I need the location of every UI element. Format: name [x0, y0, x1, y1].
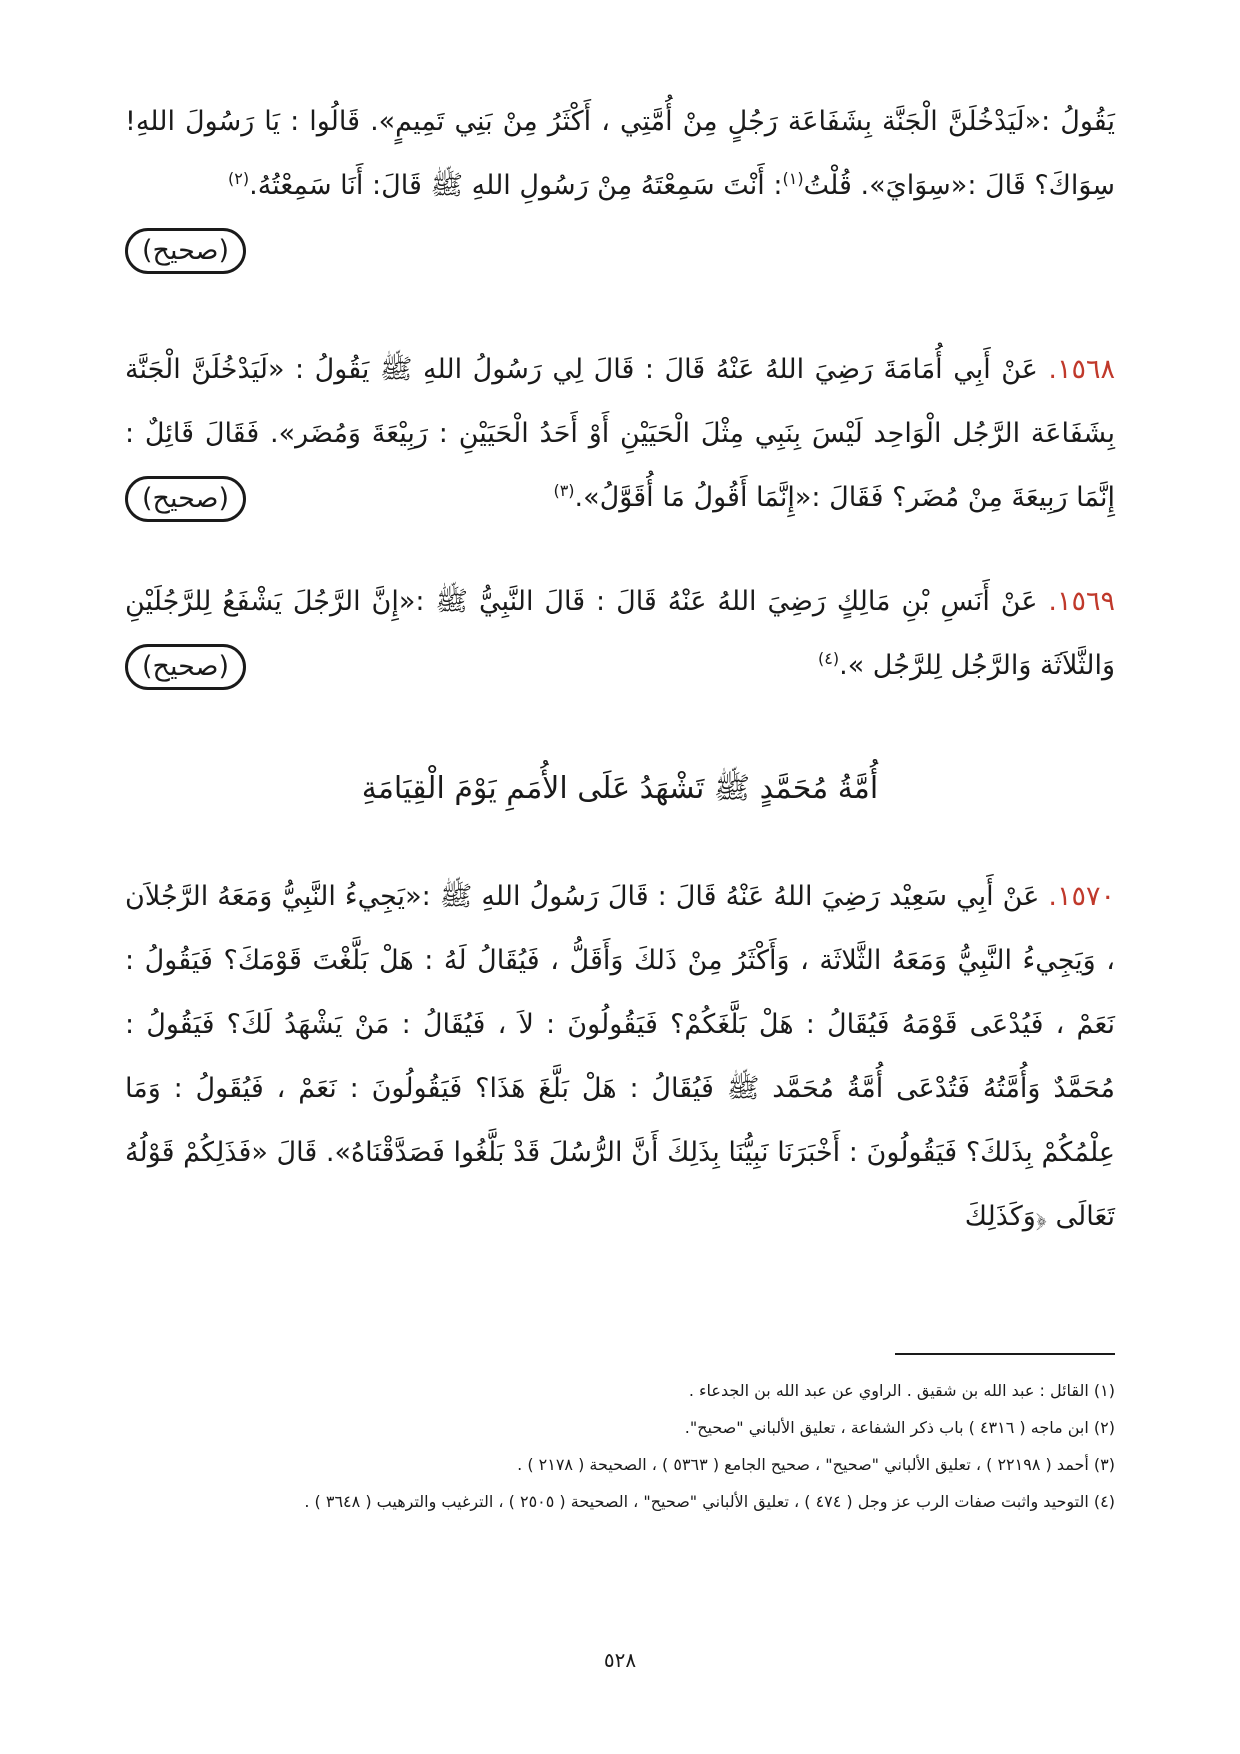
page-number: ٥٢٨	[603, 1648, 637, 1672]
hadith-number: ١٥٦٩.	[1048, 586, 1115, 617]
footnote-separator	[895, 1353, 1115, 1355]
hadith-text: عَنْ أَنَسِ بْنِ مَالِكٍ رَضِيَ اللهُ عَنْهُ قَالَ : قَالَ النَّبِيُّ ﷺ :«إِنَّ الرَّجُلَ يَشْفَعُ لِلرَّجُلَيْنِ وَالثَّلاَثَة وَالرَّجُل لِلرَّجُل ».	[125, 586, 1115, 681]
paragraph-line: يَا رَسُولَ اللهِ! سِوَاكَ؟ قَالَ :«سِوَايَ». قُلْتُ	[125, 106, 1115, 201]
footnote-ref: (٣)	[553, 481, 575, 500]
footnotes	[125, 1372, 1115, 1520]
hadith-number: ١٥٦٨.	[1048, 354, 1115, 385]
footnote-ref: (١)	[782, 169, 804, 188]
grade-badge: (صحيح)	[125, 476, 246, 522]
footnote-ref: (٢)	[228, 169, 250, 188]
paragraph-line: قَالَ: أَنَا سَمِعْتُهُ.	[249, 170, 422, 201]
hadith-1568	[125, 338, 1115, 530]
footnote: (٣) أحمد ( ٢٢١٩٨ ) ، تعليق الألباني "صحيح" ، صحيح الجامع ( ٥٣٦٣ ) ، الصحيحة ( ٢١٧٨ ) .	[517, 1455, 1115, 1474]
section-heading: أُمَّةُ مُحَمَّدٍ ﷺ تَشْهَدُ عَلَى الأُمَمِ يَوْمَ الْقِيَامَةِ	[361, 771, 879, 806]
footnote: (٢) ابن ماجه ( ٤٣١٦ ) باب ذكر الشفاعة ، تعليق الألباني "صحيح".	[684, 1418, 1115, 1437]
hadith-number: ١٥٧٠.	[1048, 881, 1115, 912]
hadith-1570	[125, 865, 1115, 1249]
footnote-ref: (٤)	[818, 649, 840, 668]
paragraph-line: : أَنْتَ سَمِعْتَهُ مِنْ رَسُولِ اللهِ ﷺ	[430, 170, 783, 201]
hadith-text: عَنْ أَبِي أُمَامَةَ رَضِيَ اللهُ عَنْهُ قَالَ : قَالَ لِي رَسُولُ اللهِ ﷺ يَقُولُ : «لَيَدْخُلَنَّ الْجَنَّة بِشَفَاعَة الرَّجُل الْوَاحِد لَيْسَ بِنَبِي مِثْلَ الْحَيَيْنِ أَوْ أَحَدُ الْحَيَيْنِ : رَبِيْعَةَ وَمُضَر». فَقَالَ قَائِلٌ : إِنَّمَا رَبِيعَةَ مِنْ مُضَر؟ فَقَالَ :«إِنَّمَا أَقُولُ مَا أُقَوَّلُ».	[125, 354, 1115, 513]
footnote: (٤) التوحيد واثبت صفات الرب عز وجل ( ٤٧٤ ) ، تعليق الألباني "صحيح" ، الصحيحة ( ٢٥٠٥ ) ، الترغيب والترهيب ( ٣٦٤٨ ) .	[304, 1492, 1115, 1511]
hadith-1569	[125, 570, 1115, 698]
hadith-text: عَنْ أَبِي سَعِيْد رَضِيَ اللهُ عَنْهُ قَالَ : قَالَ رَسُولُ اللهِ ﷺ :«يَجِيءُ النَّبِيُّ وَمَعَهُ الرَّجُلاَن ، وَيَجِيءُ النَّبِيُّ وَمَعَهُ الثَّلاثَة ، وَأَكْثَرُ مِنْ ذَلكَ وَأَقَلُّ ، فَيُقَالُ لَهُ : هَلْ بَلَّغْتَ قَوْمَكَ؟ فَيَقُولُ : نَعَمْ ، فَيُدْعَى قَوْمَهُ فَيُقَالُ : هَلْ بَلَّغَكُمْ؟ فَيَقُولُونَ : لاَ ، فَيُقَالُ : مَنْ يَشْهَدُ لَكَ؟ فَيَقُولُ : مُحَمَّدٌ وَأُمَّتُهُ فَتُدْعَى أُمَّةُ مُحَمَّد ﷺ فَيُقَالُ : هَلْ بَلَّغَ هَذَا؟ فَيَقُولُونَ : نَعَمْ ، فَيُقَولُ : وَمَا عِلْمُكُمْ بِذَلكَ؟ فَيَقُولُونَ : أَخْبَرَنَا نَبِيُّنَا بِذَلِكَ أَنَّ الرُّسُلَ قَدْ بَلَّغُوا فَصَدَّقْنَاهُ». قَالَ «فَذَلِكُمْ قَوْلُهُ تَعَالَى ﴿وَكَذَلِكَ	[125, 881, 1115, 1232]
paragraph-line: يَقُولُ :«لَيَدْخُلَنَّ الْجَنَّة بِشَفَاعَة رَجُلٍ مِنْ أُمَّتِي ، أَكْثَرُ مِنْ بَنِي تَمِيمٍ». قَالُوا :	[290, 106, 1115, 137]
grade-badge: (صحيح)	[125, 644, 246, 690]
grade-badge: (صحيح)	[125, 228, 246, 274]
footnote: (١) القائل : عبد الله بن شقيق . الراوي عن عبد الله بن الجدعاء .	[688, 1381, 1115, 1400]
paragraph-continuation	[125, 90, 1115, 274]
